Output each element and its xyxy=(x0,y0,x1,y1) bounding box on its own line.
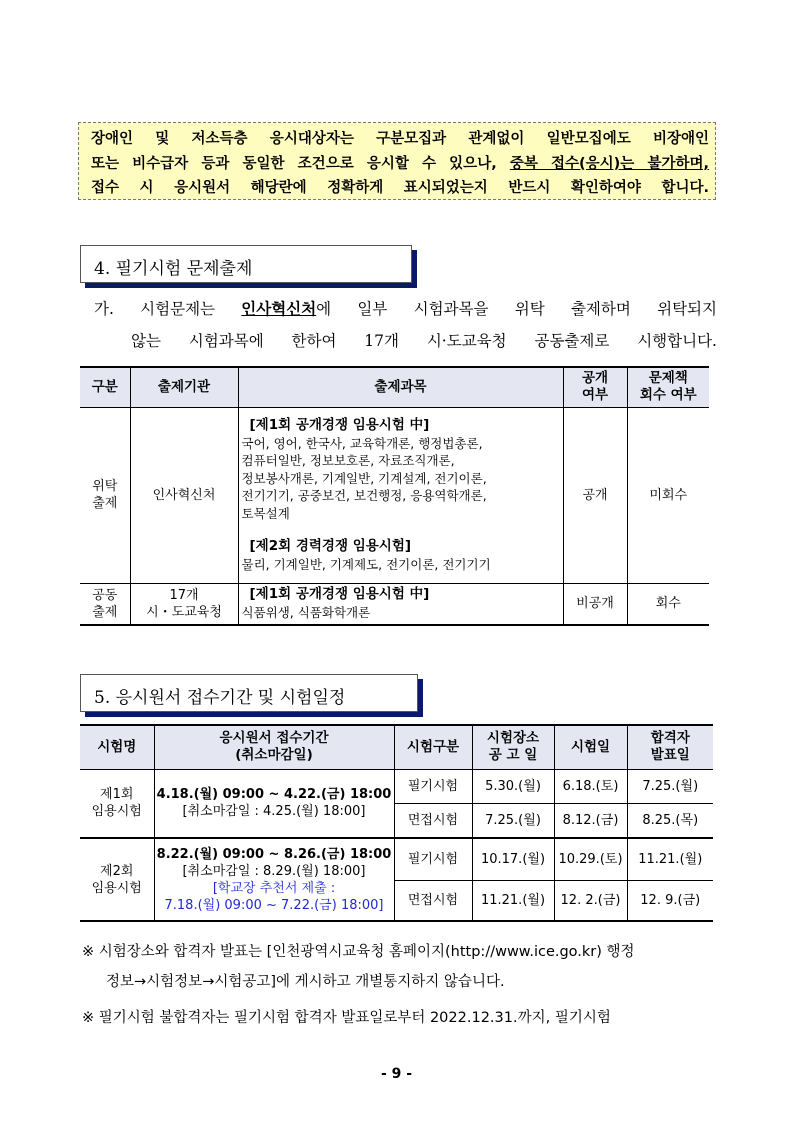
header-period xyxy=(154,725,394,769)
header-result-1: 합격자 xyxy=(650,730,690,747)
footnote-1-line-2: 정보→시험정보→시험공고]에 게시하고 개별통지하지 않습니다. xyxy=(106,974,505,990)
exam1-written-venue: 5.30.(월) xyxy=(472,769,554,803)
exam1-cancel-deadline: [취소마감일 : 4.25.(월) 18:00] xyxy=(182,804,366,820)
table-row xyxy=(80,769,713,803)
row2-heading: [제1회 공개경쟁 임용시험 中] xyxy=(249,586,430,603)
exam1-name-1: 제1회 xyxy=(100,787,134,803)
header-venue xyxy=(472,725,554,769)
exam2-interview-venue: 11.21.(월) xyxy=(472,880,554,921)
row1-subjects-line: 국어, 영어, 한국사, 교육학개론, 행정법총론, xyxy=(241,435,483,451)
row1-type xyxy=(80,407,130,583)
row2-type-1: 공동 xyxy=(92,587,118,603)
header-public xyxy=(563,367,627,407)
section-5-title: 5. 응시원서 접수기간 및 시험일정 xyxy=(94,688,346,708)
row1-heading-1: [제1회 공개경쟁 임용시험 中] xyxy=(249,417,430,433)
header-period-2: (취소마감일) xyxy=(235,747,313,764)
table-row xyxy=(80,838,713,880)
para-text-a: 가. 시험문제는 xyxy=(94,300,242,318)
exam1-name xyxy=(80,769,154,838)
exam2-cancel-deadline: [취소마감일 : 8.29.(월) 18:00] xyxy=(182,863,366,879)
row1-subjects-line: 토목설계 xyxy=(241,505,290,521)
row2-type-2: 출제 xyxy=(92,604,118,620)
row1-subjects-line: 전기기기, 공중보건, 보건행정, 응용역학개론, xyxy=(241,488,487,503)
header-subjects: 출제과목 xyxy=(238,367,563,407)
exam2-name-2: 임용시험 xyxy=(91,880,142,896)
page-number: - 9 - xyxy=(380,1066,413,1082)
exam2-name xyxy=(80,838,154,921)
notice-duplicate-warning: 중복 접수(응시)는 불가하며, xyxy=(509,156,709,172)
para-text-c: 에 일부 시험과목을 위탁 출제하며 위탁되지 xyxy=(316,300,717,318)
table-row xyxy=(80,583,709,625)
exam1-period xyxy=(154,769,394,838)
exam1-written-result: 7.25.(월) xyxy=(627,769,713,803)
exam2-period xyxy=(154,838,394,921)
header-public-2: 여부 xyxy=(581,387,609,404)
exam2-interview-result: 12. 9.(금) xyxy=(627,880,713,921)
row2-agency-2: 시・도교육청 xyxy=(146,604,222,620)
section-4-header xyxy=(80,245,412,283)
section-4-paragraph-line-2: 않는 시험과목에 한하여 17개 시·도교육청 공동출제로 시행합니다. xyxy=(131,332,717,350)
table-header-row xyxy=(80,367,709,407)
row1-subjects-line: 컴퓨터일반, 정보보호론, 자료조직개론, xyxy=(241,453,455,468)
header-exam-name: 시험명 xyxy=(80,725,154,769)
row1-public: 공개 xyxy=(563,407,627,583)
exam1-interview-date: 8.12.(금) xyxy=(554,803,627,838)
exam2-written-result: 11.21.(월) xyxy=(627,838,713,880)
header-collect-1: 문제책 xyxy=(648,370,688,387)
row2-subjects-line: 식품위생, 식품화학개론 xyxy=(241,604,371,620)
notice-line-2 xyxy=(91,154,709,174)
exam2-interview-date: 12. 2.(금) xyxy=(554,880,627,921)
notice-line-3: 접수 시 응시원서 해당란에 정확하게 표시되었는지 반드시 확인하여야 합니다. xyxy=(91,180,709,196)
section-4-paragraph-line-1 xyxy=(94,297,717,319)
exam1-interview-venue: 7.25.(월) xyxy=(472,803,554,838)
exam2-principal-recommendation: [학교장 추천서 제출 : xyxy=(212,880,336,896)
schedule-header-row xyxy=(80,725,713,769)
notice-line-2-text: 또는 비수급자 등과 동일한 조건으로 응시할 수 있으나, xyxy=(91,156,510,172)
exam1-period-text: 4.18.(월) 09:00 ~ 4.22.(금) 18:00 xyxy=(156,787,392,803)
header-collect xyxy=(627,367,709,407)
header-venue-2: 공 고 일 xyxy=(488,747,538,764)
row1-type-2: 출제 xyxy=(92,496,118,511)
row2-subjects xyxy=(238,583,563,625)
row2-public: 비공개 xyxy=(563,583,627,625)
exam-source-table xyxy=(80,366,709,626)
exam2-principal-recommendation-period: 7.18.(월) 09:00 ~ 7.22.(금) 18:00] xyxy=(164,897,384,913)
exam1-interview-kind: 면접시험 xyxy=(394,803,472,838)
header-result-2: 발표일 xyxy=(650,747,690,764)
notice-box xyxy=(78,122,716,200)
row1-collect: 미회수 xyxy=(627,407,709,583)
header-venue-1: 시험장소 xyxy=(486,730,540,747)
notice-line-1: 장애인 및 저소득층 응시대상자는 구분모집과 관계없이 일반모집에도 비장애인 xyxy=(91,131,709,147)
section-4-title: 4. 필기시험 문제출제 xyxy=(94,259,253,279)
exam2-written-date: 10.29.(토) xyxy=(554,838,627,880)
row1-type-1: 위탁 xyxy=(92,479,118,494)
row1-subjects-line: 정보봉사개론, 기계일반, 기계설계, 전기이론, xyxy=(241,470,487,486)
exam2-period-text: 8.22.(월) 09:00 ~ 8.26.(금) 18:00 xyxy=(156,846,392,862)
exam1-written-kind: 필기시험 xyxy=(394,769,472,803)
row2-agency xyxy=(130,583,238,625)
row1-agency: 인사혁신처 xyxy=(130,407,238,583)
row1-subjects-line: 물리, 기계일반, 기계제도, 전기이론, 전기기기 xyxy=(241,556,491,572)
header-date: 시험일 xyxy=(554,725,627,769)
header-collect-2: 회수 여부 xyxy=(639,387,697,404)
header-kind: 시험구분 xyxy=(394,725,472,769)
footnote-1-line-1: ※ 시험장소와 합격자 발표는 [인천광역시교육청 홈페이지(http://www.ice.go.kr) 행정 xyxy=(82,944,635,960)
header-agency: 출제기관 xyxy=(130,367,238,407)
row2-type xyxy=(80,583,130,625)
exam-schedule-table xyxy=(80,724,713,922)
para-agency: 인사혁신처 xyxy=(241,300,317,318)
row2-collect: 회수 xyxy=(627,583,709,625)
exam1-interview-result: 8.25.(목) xyxy=(627,803,713,838)
header-period-1: 응시원서 접수기간 xyxy=(219,730,329,747)
exam2-name-1: 제2회 xyxy=(100,863,134,879)
header-result xyxy=(627,725,713,769)
row1-subjects xyxy=(238,407,563,583)
row1-heading-2: [제2회 경력경쟁 임용시험] xyxy=(249,538,412,554)
table-row xyxy=(80,407,709,583)
exam2-interview-kind: 면접시험 xyxy=(394,880,472,921)
header-public-1: 공개 xyxy=(581,370,609,387)
exam1-name-2: 임용시험 xyxy=(91,804,142,820)
footnote-2: ※ 필기시험 불합격자는 필기시험 합격자 발표일로부터 2022.12.31.까지, 필기시험 xyxy=(82,1010,611,1026)
exam1-written-date: 6.18.(토) xyxy=(554,769,627,803)
exam2-written-kind: 필기시험 xyxy=(394,838,472,880)
row2-agency-1: 17개 xyxy=(169,587,199,603)
exam2-written-venue: 10.17.(월) xyxy=(472,838,554,880)
section-5-header xyxy=(80,674,418,712)
header-type: 구분 xyxy=(80,367,130,407)
